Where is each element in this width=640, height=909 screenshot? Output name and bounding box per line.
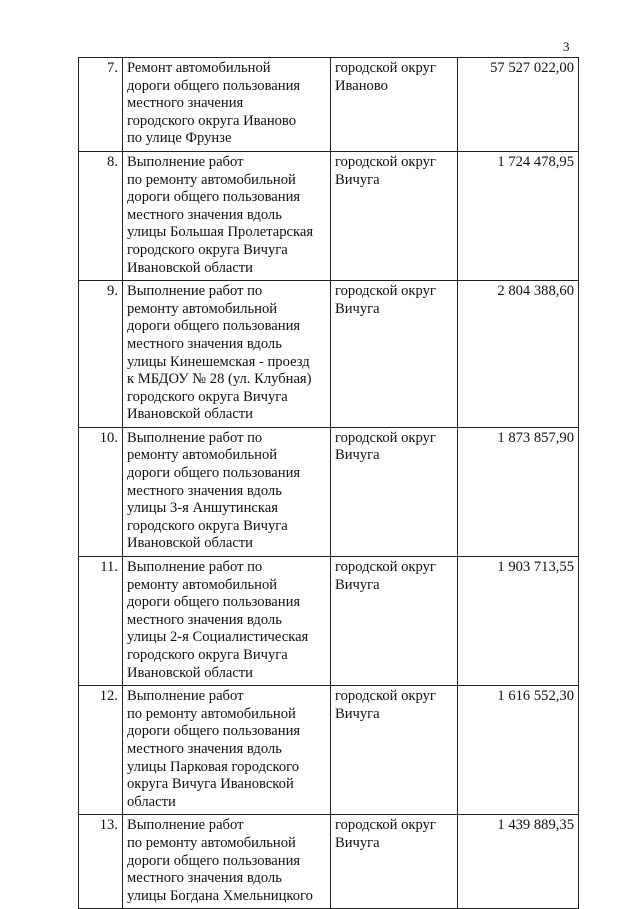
description-line: дороги общего пользования bbox=[127, 594, 301, 611]
description-line: Ремонт автомобильной bbox=[127, 60, 271, 76]
description-line: Выполнение работ bbox=[127, 153, 244, 170]
description-line: Выполнение работ по bbox=[127, 429, 263, 446]
description-line: по ремонту автомобильной bbox=[127, 834, 296, 851]
work-description bbox=[123, 281, 331, 428]
municipality-line: Вичуга bbox=[335, 171, 380, 188]
municipality-line: Вичуга bbox=[335, 447, 380, 464]
table-body bbox=[79, 58, 579, 909]
municipality-line: Вичуга bbox=[335, 576, 380, 593]
description-line: Выполнение работ bbox=[127, 817, 244, 834]
municipality-line: городской округ bbox=[335, 688, 436, 705]
row-number: 9. bbox=[79, 281, 123, 428]
municipality bbox=[331, 427, 458, 556]
municipality bbox=[331, 281, 458, 428]
municipality-line: городской округ bbox=[335, 429, 436, 446]
municipality bbox=[331, 686, 458, 815]
description-line: дороги общего пользования bbox=[127, 465, 301, 482]
work-description bbox=[123, 686, 331, 815]
description-line: ремонту автомобильной bbox=[127, 576, 278, 593]
description-line: городского округа Вичуга bbox=[127, 517, 288, 534]
municipality-line: городской округ bbox=[335, 559, 436, 576]
municipality-line: Вичуга bbox=[335, 834, 380, 851]
description-line: дороги общего пользования bbox=[127, 852, 301, 869]
description-line: Ивановской области bbox=[127, 664, 253, 681]
table-row bbox=[79, 427, 579, 556]
municipality-line: городской округ bbox=[335, 60, 436, 76]
description-line: местного значения bbox=[127, 95, 244, 112]
page-number: 3 bbox=[563, 39, 570, 54]
work-description bbox=[123, 557, 331, 686]
description-line: городского округа Вичуга bbox=[127, 388, 288, 405]
amount: 1 724 478,95 bbox=[458, 151, 579, 280]
description-line: местного значения вдоль bbox=[127, 740, 282, 757]
description-line: Выполнение работ bbox=[127, 688, 244, 705]
description-line: ремонту автомобильной bbox=[127, 300, 278, 317]
amount: 1 903 713,55 bbox=[458, 557, 579, 686]
description-line: по улице Фрунзе bbox=[127, 130, 232, 147]
description-line: дороги общего пользования bbox=[127, 318, 301, 335]
row-number: 7. bbox=[79, 58, 123, 152]
municipality-line: городской округ bbox=[335, 153, 436, 170]
description-line: местного значения вдоль bbox=[127, 482, 282, 499]
description-line: дороги общего пользования bbox=[127, 77, 301, 94]
row-number: 11. bbox=[79, 557, 123, 686]
amount: 2 804 388,60 bbox=[458, 281, 579, 428]
amount: 1 616 552,30 bbox=[458, 686, 579, 815]
description-line: местного значения вдоль bbox=[127, 611, 282, 628]
table-row bbox=[79, 557, 579, 686]
table-row bbox=[79, 281, 579, 428]
description-line: дороги общего пользования bbox=[127, 189, 301, 206]
municipality-line: Вичуга bbox=[335, 705, 380, 722]
row-number: 8. bbox=[79, 151, 123, 280]
road-repair-table bbox=[78, 57, 579, 909]
work-description bbox=[123, 58, 331, 152]
description-line: Выполнение работ по bbox=[127, 559, 263, 576]
work-description bbox=[123, 427, 331, 556]
amount: 57 527 022,00 bbox=[458, 58, 579, 152]
description-line: по ремонту автомобильной bbox=[127, 705, 296, 722]
description-line: местного значения вдоль bbox=[127, 335, 282, 352]
table-row bbox=[79, 815, 579, 909]
description-line: Ивановской области bbox=[127, 535, 253, 552]
work-description bbox=[123, 151, 331, 280]
description-line: Ивановской области bbox=[127, 406, 253, 423]
row-number: 12. bbox=[79, 686, 123, 815]
table-row bbox=[79, 686, 579, 815]
municipality-line: городской округ bbox=[335, 817, 436, 834]
description-line: ремонту автомобильной bbox=[127, 447, 278, 464]
description-line: к МБДОУ № 28 (ул. Клубная) bbox=[127, 371, 312, 388]
description-line: улицы 2-я Социалистическая bbox=[127, 629, 309, 646]
description-line: улицы Большая Пролетарская bbox=[127, 224, 314, 241]
row-number: 10. bbox=[79, 427, 123, 556]
amount: 1 439 889,35 bbox=[458, 815, 579, 909]
table-row bbox=[79, 151, 579, 280]
municipality bbox=[331, 557, 458, 686]
description-line: городского округа Вичуга bbox=[127, 647, 288, 663]
description-line: дороги общего пользования bbox=[127, 723, 301, 740]
municipality bbox=[331, 58, 458, 152]
description-line: улицы Кинешемская - проезд bbox=[127, 353, 310, 370]
municipality bbox=[331, 151, 458, 280]
description-line: округа Вичуга Ивановской bbox=[127, 776, 294, 793]
description-line: городского округа Вичуга bbox=[127, 241, 288, 258]
work-description bbox=[123, 815, 331, 909]
municipality bbox=[331, 815, 458, 909]
row-number: 13. bbox=[79, 815, 123, 909]
amount: 1 873 857,90 bbox=[458, 427, 579, 556]
description-line: улицы Богдана Хмельницкого bbox=[127, 887, 313, 904]
table-row bbox=[79, 58, 579, 152]
description-line: местного значения вдоль bbox=[127, 870, 282, 887]
description-line: улицы Парковая городского bbox=[127, 758, 300, 775]
description-line: по ремонту автомобильной bbox=[127, 171, 296, 188]
description-line: городского округа Иваново bbox=[127, 112, 297, 129]
description-line: местного значения вдоль bbox=[127, 206, 282, 223]
description-line: улицы 3-я Аншутинская bbox=[127, 500, 278, 517]
description-line: Выполнение работ по bbox=[127, 283, 263, 300]
municipality-line: Вичуга bbox=[335, 300, 380, 317]
description-line: Ивановской области bbox=[127, 259, 253, 276]
description-line: области bbox=[127, 793, 176, 810]
municipality-line: Иваново bbox=[335, 77, 388, 94]
municipality-line: городской округ bbox=[335, 283, 436, 300]
